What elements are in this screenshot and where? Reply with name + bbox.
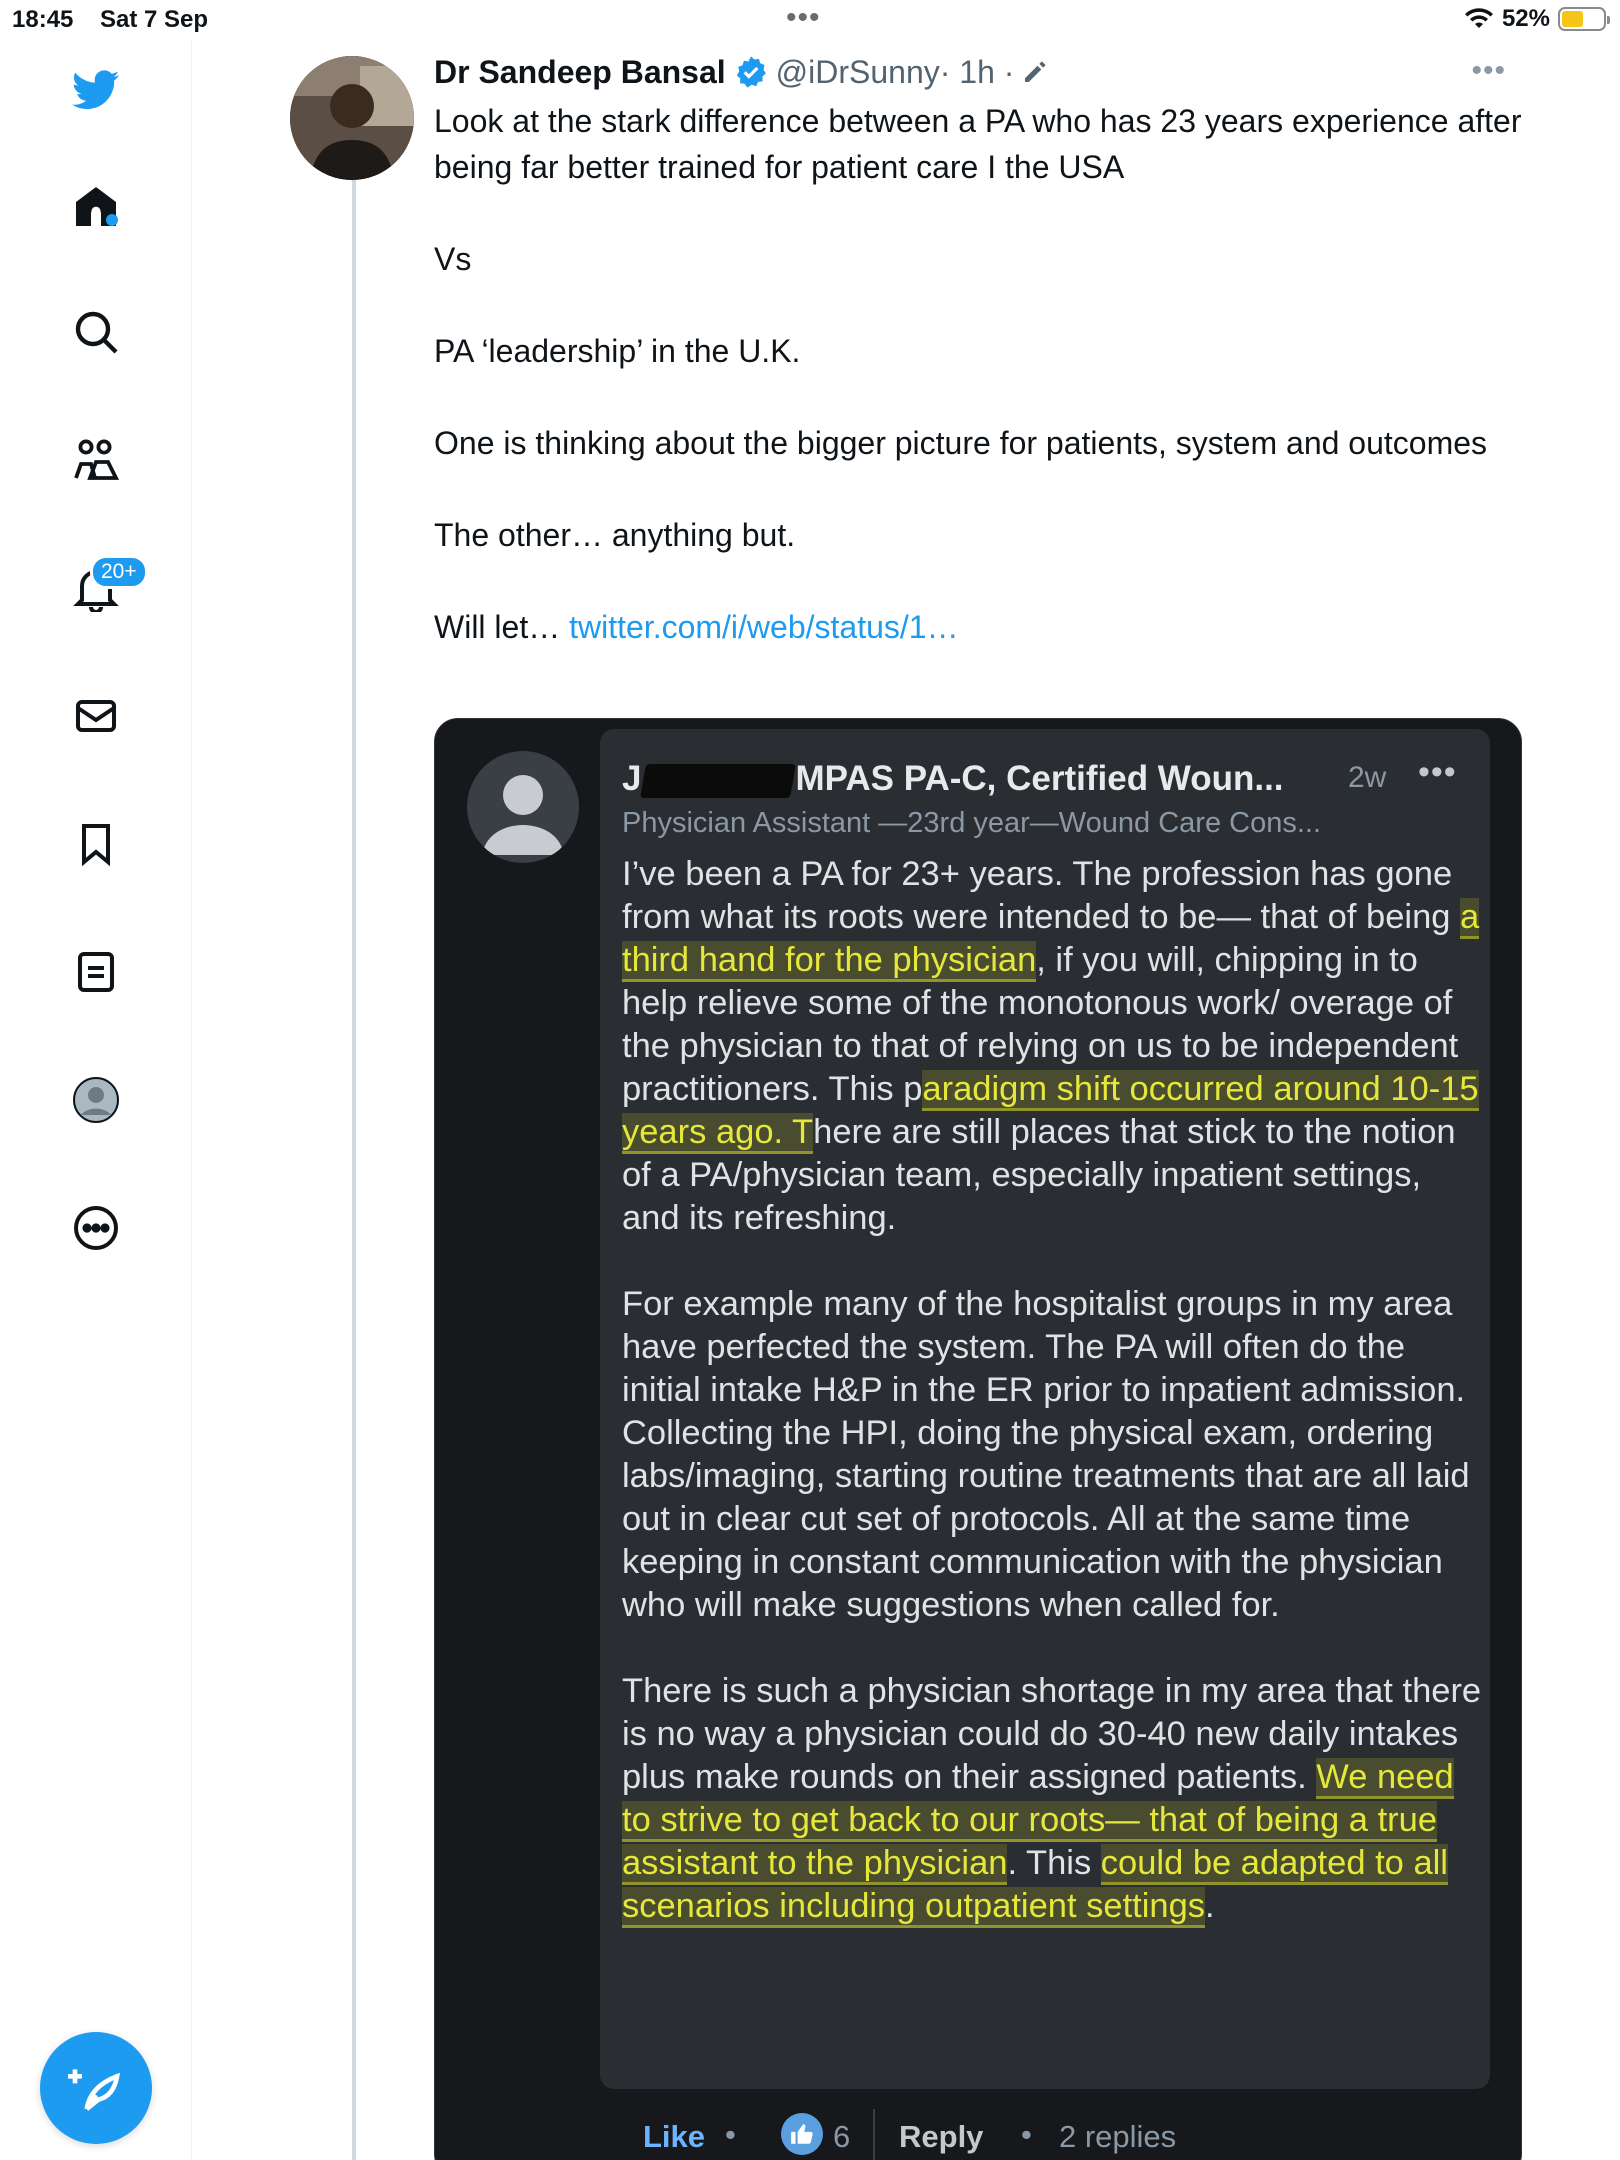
status-right — [1464, 5, 1606, 33]
search-icon[interactable] — [60, 296, 132, 368]
status-bar — [0, 0, 1620, 40]
battery-icon — [1558, 7, 1606, 31]
author-avatar[interactable] — [290, 56, 414, 180]
notifications-badge: 20+ — [90, 555, 148, 589]
embed-time: 2w — [1348, 761, 1387, 794]
tweet-text — [434, 98, 1524, 650]
embed-comment-text — [622, 853, 1482, 1971]
battery-level — [1562, 11, 1583, 27]
home-icon[interactable] — [60, 170, 132, 242]
tweet — [434, 52, 1524, 650]
author-handle[interactable]: @iDrSunny — [775, 53, 940, 90]
embed-more-icon: ••• — [1418, 753, 1457, 791]
edited-pencil-icon[interactable] — [1020, 57, 1050, 87]
more-icon[interactable] — [60, 1192, 132, 1264]
embed-like: Like — [643, 2119, 706, 2154]
verified-badge-icon — [734, 55, 768, 89]
wifi-icon — [1464, 7, 1494, 31]
author-name[interactable]: Dr Sandeep Bansal — [434, 53, 726, 90]
status-date: Sat 7 Sep — [100, 6, 209, 33]
multitasking-dots-icon[interactable]: ••• — [786, 1, 821, 34]
compose-button[interactable] — [40, 2032, 152, 2144]
actions-divider — [873, 2109, 875, 2160]
bookmarks-icon[interactable] — [60, 808, 132, 880]
home-unread-dot — [106, 214, 118, 226]
embed-paragraph-3: There is such a physician shortage in my area that there is no way a physician could do 30-40 new daily intakes plus make rounds on their assigned patients. We need to strive to get back to our roots— that of being a true assistant to the physician. This could be adapted to all scenarios including outpatient settings. — [622, 1670, 1482, 1928]
embed-author-name: J MPAS PA-C, Certified Woun... — [622, 759, 1284, 798]
embed-paragraph-1: I’ve been a PA for 23+ years. The profession has gone from what its roots were intended to be— that of being a third hand for the physician, if you will, chipping in to help relieve some of the monotonous work/ overage of the physician to that of relying on us to be independent practitioners. This paradigm shift occurred around 10-15 years ago. There are still places that stick to the notion of a PA/physician team, especially inpatient settings, and its refreshing. — [622, 855, 1480, 1237]
battery-percent: 52% — [1501, 5, 1550, 32]
embed-like-count: 6 — [833, 2119, 851, 2154]
embed-paragraph-2: For example many of the hospitalist groups in my area have perfected the system. The PA will often do the initial intake H&P in the ER prior to inpatient admission. Collecting the HPI, doing the physical exam, ordering labs/imaging, starting routine treatments that are all laid out in clear cut set of protocols. All at the same time keeping in constant communication with the physician who will make suggestions when called for. — [622, 1285, 1470, 1624]
separator-dot: • — [725, 2117, 736, 2152]
embed-reply: Reply — [899, 2119, 984, 2154]
embed-avatar — [467, 751, 579, 863]
messages-icon[interactable] — [60, 680, 132, 752]
embed-actions — [435, 2105, 1522, 2160]
redaction-mark — [640, 764, 796, 798]
sidebar-nav — [0, 40, 192, 2160]
attached-image[interactable] — [434, 718, 1522, 2160]
twitter-logo-icon[interactable] — [60, 54, 132, 126]
embed-replies-count: 2 replies — [1059, 2119, 1177, 2154]
thumbs-up-icon — [781, 2113, 823, 2155]
thread-line — [352, 180, 356, 2160]
lists-icon[interactable] — [60, 936, 132, 1008]
tweet-header — [434, 52, 1524, 92]
communities-icon[interactable] — [60, 424, 132, 496]
tweet-link[interactable]: twitter.com/i/web/status/1… — [569, 609, 959, 645]
tweet-body-text: Look at the stark difference between a PA who has 23 years experience after being far better trained for patient care I the USA Vs PA ‘leadership’ in the U.K. One is thinking about the bigger picture for patients, system and outcomes The other… anything but. Will let… — [434, 103, 1522, 645]
separator-dot: • — [1021, 2117, 1032, 2152]
highlight: aradigm shift occurred around 10-15 years ago. T — [622, 1070, 1479, 1154]
tweet-more-icon[interactable]: ••• — [1471, 54, 1506, 87]
embed-comment-card — [600, 729, 1490, 2089]
compose-icon — [68, 2060, 124, 2116]
highlight: could be adapted to all scenarios including outpatient settings — [622, 1844, 1448, 1928]
embed-subtitle: Physician Assistant —23rd year—Wound Care Cons... — [622, 807, 1322, 839]
status-time: 18:45 — [12, 6, 74, 33]
highlight: We need to strive to get back to our roots— that of being a true assistant to the physician — [622, 1758, 1454, 1885]
highlight: a third hand for the physician — [622, 898, 1479, 982]
profile-icon[interactable] — [60, 1064, 132, 1136]
tweet-time: · 1h · — [939, 53, 1015, 90]
